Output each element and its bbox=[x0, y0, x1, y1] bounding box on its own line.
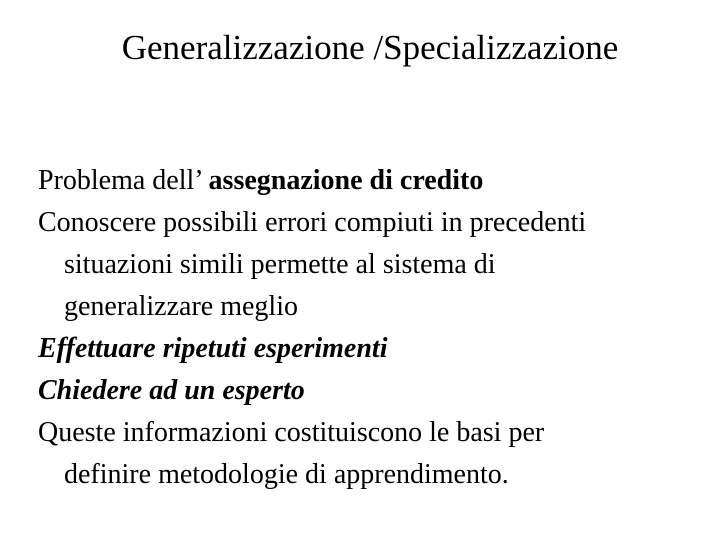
paragraph-learning-methodologies-line-1: Queste informazioni costituiscono le basi per bbox=[38, 417, 545, 448]
paragraph-previous-errors-line-2: situazioni simili permette al sistema di bbox=[64, 249, 496, 280]
paragraph-repeated-experiments-text: Effettuare ripetuti esperimenti bbox=[38, 333, 388, 364]
paragraph-repeated-experiments bbox=[38, 328, 708, 370]
paragraph-ask-expert-text: Chiedere ad un esperto bbox=[38, 375, 305, 406]
paragraph-previous-errors-line-1: Conoscere possibili errori compiuti in precedenti bbox=[38, 207, 587, 238]
paragraph-credit-assignment bbox=[38, 160, 708, 202]
paragraph-credit-assignment-prefix: Problema dell’ bbox=[38, 165, 209, 196]
paragraph-previous-errors bbox=[38, 202, 708, 328]
paragraph-ask-expert bbox=[38, 370, 708, 412]
slide-body bbox=[38, 160, 708, 496]
paragraph-learning-methodologies bbox=[38, 412, 708, 496]
paragraph-credit-assignment-emphasis: assegnazione di credito bbox=[208, 165, 484, 196]
slide-title: Generalizzazione /Specializzazione bbox=[121, 28, 619, 67]
paragraph-previous-errors-line-3: generalizzare meglio bbox=[64, 291, 298, 322]
paragraph-learning-methodologies-line-2: definire metodologie di apprendimento. bbox=[64, 459, 509, 490]
